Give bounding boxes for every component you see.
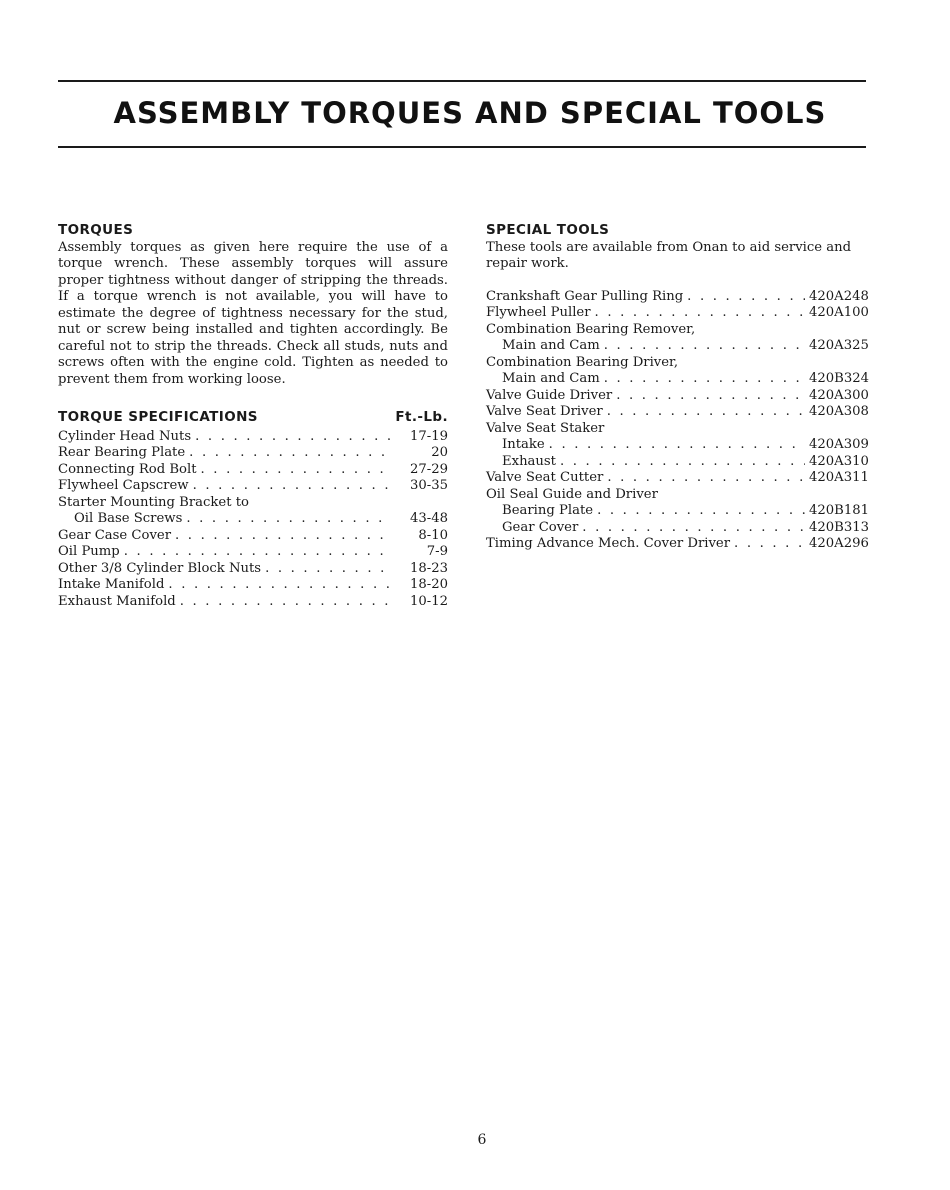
tool-part-number: 420B324 bbox=[809, 371, 870, 386]
special-tools-intro: These tools are available from Onan to aid service and repair work. bbox=[486, 239, 852, 271]
torque-row bbox=[58, 577, 448, 594]
page-title: ASSEMBLY TORQUES AND SPECIAL TOOLS bbox=[113, 96, 827, 130]
tool-row bbox=[486, 289, 869, 306]
torque-item-name: Oil Base Screws bbox=[74, 511, 183, 526]
torque-item-name: Intake Manifold bbox=[58, 577, 165, 592]
tool-name: Intake bbox=[502, 437, 545, 452]
leader-dots bbox=[549, 437, 805, 454]
special-tools-list bbox=[486, 289, 869, 553]
torque-row bbox=[58, 478, 448, 495]
leader-dots bbox=[607, 404, 805, 421]
tool-row bbox=[486, 305, 869, 322]
leader-dots bbox=[616, 388, 805, 405]
tool-name: Valve Seat Cutter bbox=[486, 470, 604, 485]
tool-part-number: 420B313 bbox=[809, 519, 870, 535]
torque-row bbox=[58, 495, 448, 512]
torques-heading: TORQUES bbox=[58, 222, 134, 238]
leader-dots bbox=[560, 454, 805, 471]
tool-name: Main and Cam bbox=[502, 371, 600, 386]
torque-row bbox=[58, 511, 448, 528]
tool-name: Timing Advance Mech. Cover Driver bbox=[486, 536, 731, 551]
torque-row bbox=[58, 594, 448, 611]
torque-item-value: 7-9 bbox=[426, 544, 448, 559]
torque-item-value: 17-19 bbox=[409, 428, 448, 444]
leader-dots bbox=[189, 445, 392, 462]
torques-paragraph: Assembly torques as given here require the use of a torque wrench. These assembly torques will assure proper tightness without danger of stripping the threads. If a torque wrench is not available, you will have to estimate the degree of tightness necessary for the stud, nut or screw being installed and tighten accordingly. Be careful not to strip the threads. Check all studs, nuts and screws often with the engine cold. Tighten as needed to prevent them from working loose. bbox=[58, 239, 448, 387]
torque-item-name: Other 3/8 Cylinder Block Nuts bbox=[58, 560, 262, 576]
tool-name: Valve Guide Driver bbox=[486, 387, 613, 403]
torque-item-name: Rear Bearing Plate bbox=[58, 445, 186, 460]
page-number: 6 bbox=[477, 1132, 487, 1148]
torque-item-value: 18-23 bbox=[409, 560, 448, 576]
torque-row bbox=[58, 429, 448, 446]
tool-name: Combination Bearing Remover, bbox=[486, 321, 696, 337]
tool-row bbox=[486, 487, 869, 504]
leader-dots bbox=[195, 429, 392, 446]
leader-dots bbox=[180, 594, 392, 611]
torque-spec-list bbox=[58, 429, 448, 611]
torque-item-value: 8-10 bbox=[418, 527, 448, 543]
tool-part-number: 420A296 bbox=[809, 536, 869, 551]
leader-dots bbox=[607, 470, 805, 487]
tool-row bbox=[486, 437, 869, 454]
special-tools-heading: SPECIAL TOOLS bbox=[486, 222, 610, 238]
tool-name: Oil Seal Guide and Driver bbox=[486, 486, 658, 502]
tool-name: Gear Cover bbox=[502, 519, 579, 535]
tool-name: Valve Seat Staker bbox=[486, 420, 605, 436]
tool-row bbox=[486, 371, 869, 388]
leader-dots bbox=[175, 528, 392, 545]
tool-name: Main and Cam bbox=[502, 338, 600, 353]
torque-specs-heading: TORQUE SPECIFICATIONS bbox=[58, 409, 258, 425]
tool-name: Exhaust bbox=[502, 453, 556, 469]
leader-dots bbox=[734, 536, 805, 553]
tool-part-number: 420A311 bbox=[809, 470, 869, 485]
leader-dots bbox=[265, 561, 392, 578]
tool-name: Valve Seat Driver bbox=[486, 404, 603, 419]
torque-item-name: Gear Case Cover bbox=[58, 527, 172, 543]
torque-row bbox=[58, 561, 448, 578]
torque-item-name: Exhaust Manifold bbox=[58, 593, 176, 609]
torque-item-name: Cylinder Head Nuts bbox=[58, 428, 192, 444]
leader-dots bbox=[582, 520, 805, 537]
leader-dots bbox=[604, 371, 805, 388]
leader-dots bbox=[604, 338, 805, 355]
left-column bbox=[58, 222, 448, 610]
tool-row bbox=[486, 503, 869, 520]
torque-item-name: Oil Pump bbox=[58, 544, 120, 559]
tool-row bbox=[486, 520, 869, 537]
tool-name: Bearing Plate bbox=[502, 503, 594, 518]
tool-row bbox=[486, 338, 869, 355]
tool-row bbox=[486, 470, 869, 487]
torque-item-name: Starter Mounting Bracket to bbox=[58, 494, 249, 510]
torque-item-value: 27-29 bbox=[409, 461, 448, 477]
leader-dots bbox=[124, 544, 392, 561]
tool-part-number: 420A100 bbox=[809, 305, 869, 320]
torque-row bbox=[58, 462, 448, 479]
tool-part-number: 420A308 bbox=[809, 404, 869, 419]
tool-part-number: 420A300 bbox=[809, 387, 869, 403]
bottom-rule bbox=[58, 146, 866, 148]
top-rule bbox=[58, 80, 866, 82]
tool-part-number: 420B181 bbox=[809, 503, 870, 518]
tool-name: Crankshaft Gear Pulling Ring bbox=[486, 288, 684, 304]
leader-dots bbox=[595, 305, 805, 322]
torque-item-value: 43-48 bbox=[409, 511, 448, 526]
leader-dots bbox=[186, 511, 392, 528]
torque-item-value: 30-35 bbox=[409, 478, 448, 493]
tool-row bbox=[486, 322, 869, 339]
tool-row bbox=[486, 404, 869, 421]
tool-part-number: 420A248 bbox=[809, 288, 869, 304]
tool-row bbox=[486, 355, 869, 372]
leader-dots bbox=[193, 478, 392, 495]
leader-dots bbox=[597, 503, 805, 520]
torque-item-name: Flywheel Capscrew bbox=[58, 478, 189, 493]
torque-unit-label: Ft.-Lb. bbox=[395, 409, 448, 425]
tool-name: Combination Bearing Driver, bbox=[486, 354, 679, 370]
leader-dots bbox=[168, 577, 392, 594]
tool-row bbox=[486, 536, 869, 553]
torque-row bbox=[58, 544, 448, 561]
torque-specs-header bbox=[58, 409, 448, 426]
tool-part-number: 420A325 bbox=[809, 338, 869, 353]
torque-row bbox=[58, 528, 448, 545]
torque-row bbox=[58, 445, 448, 462]
tool-name: Flywheel Puller bbox=[486, 305, 591, 320]
tool-part-number: 420A309 bbox=[809, 437, 869, 452]
tool-row bbox=[486, 454, 869, 471]
torque-item-name: Connecting Rod Bolt bbox=[58, 461, 197, 477]
tool-part-number: 420A310 bbox=[809, 453, 869, 469]
torque-item-value: 20 bbox=[431, 445, 448, 460]
tool-row bbox=[486, 388, 869, 405]
right-column bbox=[486, 222, 869, 553]
torque-item-value: 10-12 bbox=[409, 593, 448, 609]
leader-dots bbox=[687, 289, 805, 306]
tool-row bbox=[486, 421, 869, 438]
leader-dots bbox=[201, 462, 392, 479]
torque-item-value: 18-20 bbox=[409, 577, 448, 592]
